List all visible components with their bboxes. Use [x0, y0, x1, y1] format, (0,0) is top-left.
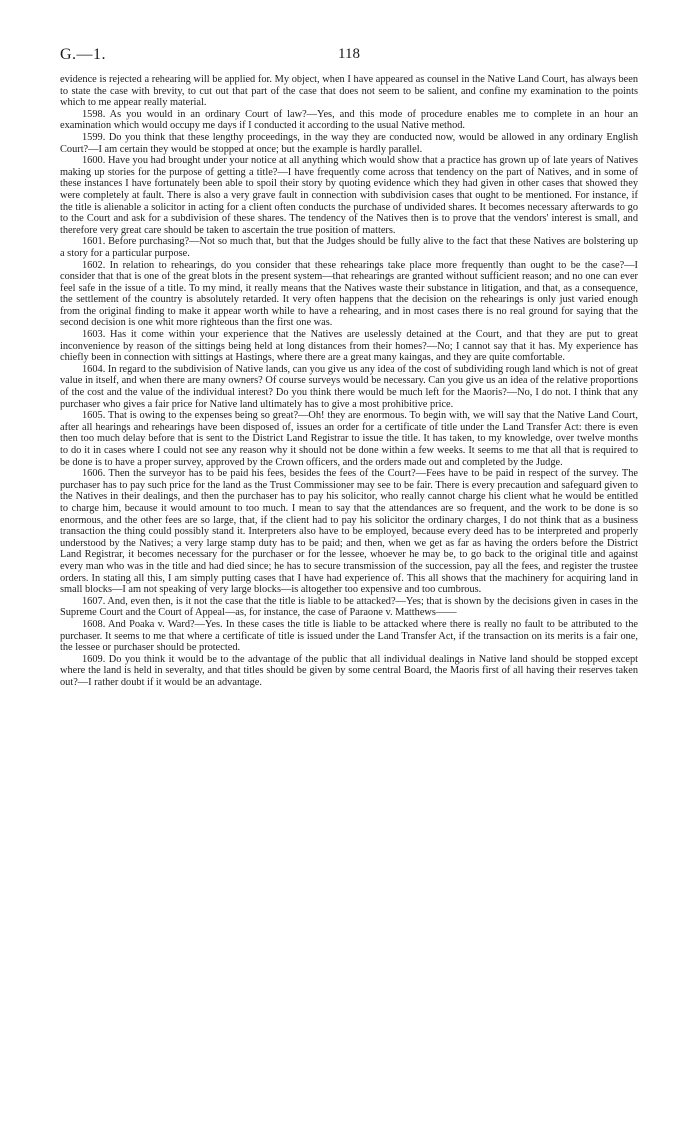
paragraph-1606: 1606. Then the surveyor has to be paid his fees, besides the fees of the Court?—Fees have to be paid in respect of the survey. The purchaser has to pay such price for the land as the Trust Commissioner may see to be fair. There is every precaution and safeguard given to the Natives in their dealings, and then the purchaser has to pay his solicitor, who really cannot charge his client what he would be entitled to charge him, because it would amount to too much. I mean to say that the attendances are so frequent, and the work to be done is so enormous, and the other fees are so large, that, if the client had to pay his solicitor the ordinary charges, I do not think that as a business transaction the thing could possibly stand it. Interpreters also have to be employed, because every deed has to be interpreted and properly understood by the Natives; a very large stamp duty has to be paid; and then, when we get as far as having the orders before the District Land Registrar, it becomes necessary for the purchaser or for the lessee, whoever he may be, to go back to the original title and against every man who was in the title and had died since; he has to secure transmission of the succession, pay all the fees, and register the trustee orders. In stating all this, I am simply putting cases that I have had experience of. This all shows that the machinery for acquiring land in small blocks—I am not speaking of very large blocks—is altogether too expensive and too cumbrous. — [60, 468, 638, 596]
paragraph-1601: 1601. Before purchasing?—Not so much that, but that the Judges should be fully alive to the fact that these Natives are bolstering up a story for a particular purpose. — [60, 236, 638, 259]
paragraph-1600: 1600. Have you had brought under your notice at all anything which would show that a practice has grown up of late years of Natives making up stories for the purpose of getting a title?—I have frequently come across that tendency on the part of Natives, and in some of these instances I have fortunately been able to spoil their story by quoting evidence which they had given in other cases that showed they were completely at fault. There is also a very grave fault in connection with subdivision cases that ought to be mentioned. For instance, if the title is alienable a solicitor in acting for a client often conducts the purchase of undivided shares. It becomes necessary afterwards to go to the Court and ask for a subdivision of these shares. The tendency of the Natives then is to prove that the vendors' interest is small, and therefore very great care should be taken to ascertain the true position of matters. — [60, 155, 638, 236]
paragraph-1599: 1599. Do you think that these lengthy proceedings, in the way they are conducted now, would be allowed in any ordinary English Court?—I am certain they would be stopped at once; but the example is hardly parallel. — [60, 131, 638, 155]
document-page — [60, 46, 638, 688]
page-number: 118 — [338, 46, 360, 62]
paragraph-1608: 1608. And Poaka v. Ward?—Yes. In these cases the title is liable to be attacked where there is really no fault to be attributed to the purchaser. It seems to me that where a certificate of title is issued under the Land Transfer Act, if the transaction on its merits is a fair one, the lessee or purchaser should be protected. — [60, 618, 638, 654]
paragraph-1603: 1603. Has it come within your experience that the Natives are uselessly detained at the Court, and that they are put to great inconvenience by reason of the sittings being held at long distances from their homes?—No; I cannot say that it has. My experience has chiefly been in connection with sittings at Hastings, where there are a great many kaingas, and they are quite comfortable. — [60, 329, 638, 364]
page-header — [60, 46, 638, 74]
paragraph-1607: 1607. And, even then, is it not the case that the title is liable to be attacked?—Yes; that is shown by the decisions given in cases in the Supreme Court and the Court of Appeal—as, for instance, the case of Paraone v. Matthews—— — [60, 595, 638, 619]
paragraph-1598: 1598. As you would in an ordinary Court of law?—Yes, and this mode of procedure enables me to complete in an hour an examination which would occupy me days if I conducted it according to the usual Native method. — [60, 108, 638, 132]
paragraph-1609: 1609. Do you think it would be to the advantage of the public that all individual dealings in Native land should be stopped except where the land is held in severalty, and that titles should be given by some central Board, the Maoris first of all having their reserves taken out?—I rather doubt if it would be an advantage. — [60, 653, 638, 688]
body-text — [60, 74, 638, 688]
paragraph-1605: 1605. That is owing to the expenses being so great?—Oh! they are enormous. To begin with, we will say that the Native Land Court, after all hearings and rehearings have been disposed of, issues an order for a certificate of title under the Land Transfer Act: there is even then too much delay before that is sent to the District Land Registrar to issue the title. It has taken, to my knowledge, over twelve months to do it in cases where I could not see any reason why it should not be done within a few weeks. It seems to me that all that is required to be done is to have a proper survey, approved by the Crown officers, and the orders made out and completed by the Judge. — [60, 410, 638, 468]
paragraph-1604: 1604. In regard to the subdivision of Native lands, can you give us any idea of the cost of subdividing rough land which is not of great value in itself, and when there are many owners? Of course surveys would be necessary. Can you give us an idea of the relative proportions of the cost and the value of the individual interest? Do you think there would be much left for the Maoris?—No, I do not. I think that any purchaser who gives a fair price for Native land ultimately has to give a most prohibitive price. — [60, 363, 638, 410]
paragraph-continuation: evidence is rejected a rehearing will be applied for. My object, when I have appeared as counsel in the Native Land Court, has always been to state the case with brevity, to cut out that part of the case that does not seem to be salient, and confine my examination to the points which to me appear really material. — [60, 74, 638, 109]
document-reference: G.—1. — [60, 46, 107, 63]
paragraph-1602: 1602. In relation to rehearings, do you consider that these rehearings take place more frequently than ought to be the case?—I consider that that is one of the great blots in the present system—that rehearings are granted without sufficient reason; and no one can ever feel safe in the issue of a title. To my mind, it really means that the Natives waste their substance in litigation, and that, as a consequence, the settlement of the country is absolutely retarded. It very often happens that the decision on the rehearings is only just varied enough from the original finding to make it appear worth while to have a rehearing, and in most cases there is no real ground for saying that the second decision is one whit more righteous than the first one was. — [60, 259, 638, 329]
